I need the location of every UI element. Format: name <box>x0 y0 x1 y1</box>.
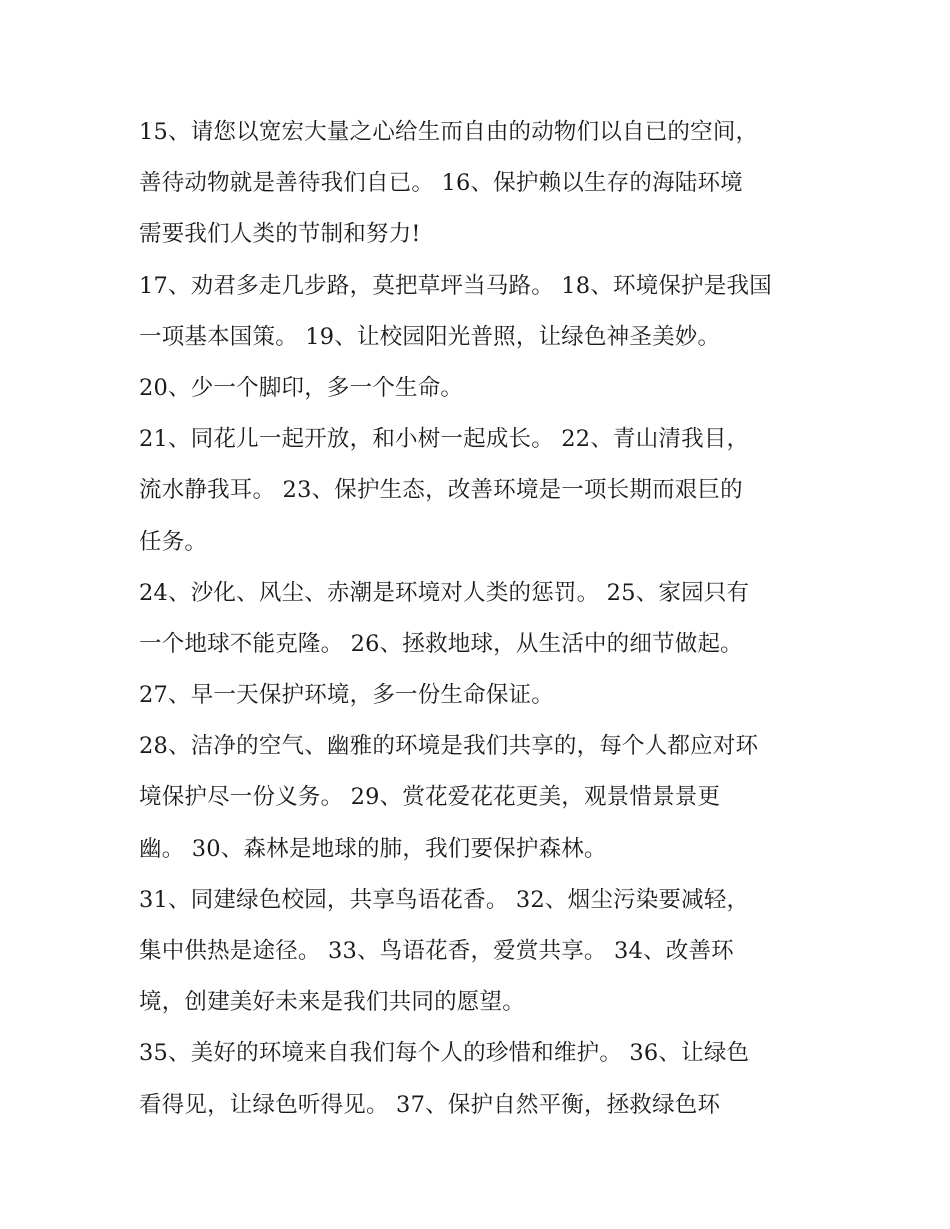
text-line: 24、沙化、风尘、赤潮是环境对人类的惩罚。 25、家园只有 <box>139 579 750 606</box>
text-line: 17、劝君多走几步路，莫把草坪当马路。 18、环境保护是我国 <box>139 272 772 299</box>
text-line: 35、美好的环境来自我们每个人的珍惜和维护。 36、让绿色 <box>139 1040 750 1067</box>
text-line: 一项基本国策。 19、让校园阳光普照，让绿色神圣美妙。 <box>139 323 721 350</box>
text-line: 27、早一天保护环境，多一份生命保证。 <box>139 682 554 709</box>
document-body <box>139 107 829 1131</box>
text-line: 20、少一个脚印，多一个生命。 <box>139 374 464 401</box>
text-line: 集中供热是途径。 33、鸟语花香，爱赏共享。 34、改善环 <box>139 938 734 964</box>
text-line: 需要我们人类的节制和努力! <box>139 221 421 248</box>
text-line: 境保护尽一份义务。 29、赏花爱花花更美，观景惜景景更 <box>139 784 721 811</box>
text-line: 一个地球不能克隆。 26、拯救地球，从生活中的细节做起。 <box>139 630 743 657</box>
text-line: 幽。 30、森林是地球的肺，我们要保护森林。 <box>139 835 607 862</box>
text-line: 21、同花儿一起开放，和小树一起成长。 22、青山清我目， <box>139 426 750 453</box>
text-line: 15、请您以宽宏大量之心给生而自由的动物们以自已的空间， <box>139 119 759 145</box>
text-line: 任务。 <box>139 528 208 555</box>
text-line: 流水静我耳。 23、保护生态，改善环境是一项长期而艰巨的 <box>139 477 743 504</box>
text-line: 看得见，让绿色听得见。 37、保护自然平衡，拯救绿色环 <box>139 1091 721 1118</box>
text-line: 28、洁净的空气、幽雅的环境是我们共享的，每个人都应对环 <box>139 733 759 760</box>
text-line: 善待动物就是善待我们自已。 16、保护赖以生存的海陆环境 <box>139 170 743 197</box>
text-line: 境，创建美好未来是我们共同的愿望。 <box>139 989 525 1016</box>
text-line: 31、同建绿色校园，共享鸟语花香。 32、烟尘污染要减轻， <box>139 886 750 913</box>
